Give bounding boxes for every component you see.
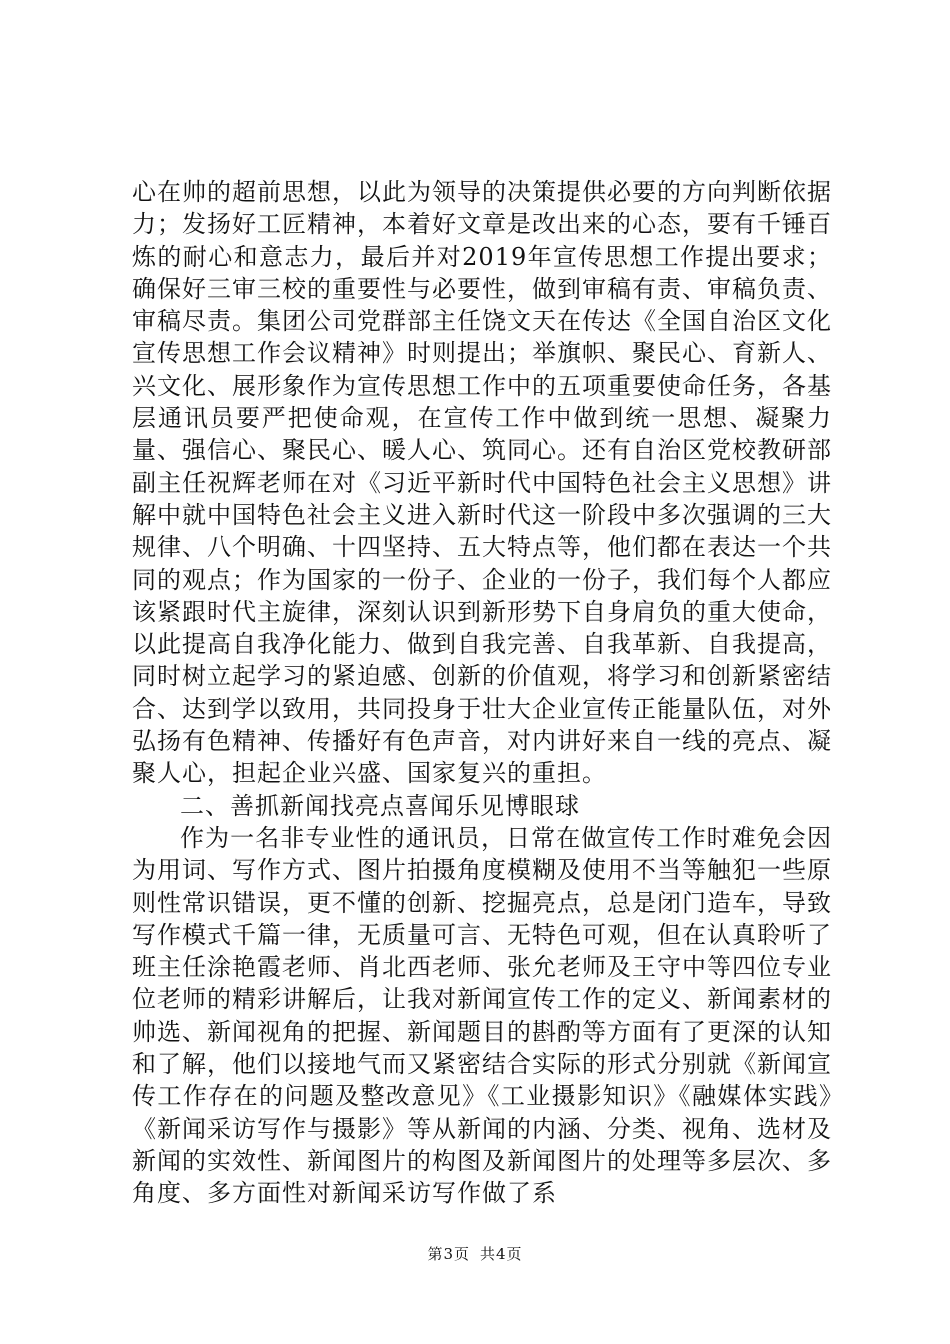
paragraph-continuation: 心在帅的超前思想，以此为领导的决策提供必要的方向判断依据力；发扬好工匠精神，本着好文章是改出来的心态，要有千锤百炼的耐心和意志力，最后并对2019年宣传思想工作提出要求；确保好三审三校的重要性与必要性，做到审稿有责、审稿负责、审稿尽责。集团公司党群部主任饶文天在传达《全国自治区文化宣传思想工作会议精神》时则提出；举旗帜、聚民心、育新人、兴文化、展形象作为宣传思想工作中的五项重要使命任务，各基层通讯员要严把使命观，在宣传工作中做到统一思想、凝聚力量、强信心、聚民心、暖人心、筑同心。还有自治区党校教研部副主任祝辉老师在对《习近平新时代中国特色社会主义思想》讲解中就中国特色社会主义进入新时代这一阶段中多次强调的三大规律、八个明确、十四坚持、五大特点等，他们都在表达一个共同的观点；作为国家的一份子、企业的一份子，我们每个人都应该紧跟时代主旋律，深刻认识到新形势下自身肩负的重大使命，以此提高自我净化能力、做到自我完善、自我革新、自我提高，同时树立起学习的紧迫感、创新的价值观，将学习和创新紧密结合、达到学以致用，共同投身于壮大企业宣传正能量队伍，对外弘扬有色精神、传播好有色声音，对内讲好来自一线的亮点、凝聚人心，担起企业兴盛、国家复兴的重担。: [132, 178, 832, 788]
section-heading: 二、善抓新闻找亮点喜闻乐见博眼球: [180, 791, 580, 820]
page-total: 共4页: [480, 1245, 523, 1263]
document-body: [132, 176, 832, 1210]
paragraph-section-two: 作为一名非专业性的通讯员，日常在做宣传工作时难免会因为用词、写作方式、图片拍摄角度模糊及使用不当等触犯一些原则性常识错误，更不懂的创新、挖掘亮点，总是闭门造车，导致写作模式千篇一律，无质量可言、无特色可观，但在认真聆听了班主任涂艳霞老师、肖北西老师、张允老师及王守中等四位专业位老师的精彩讲解后，让我对新闻宣传工作的定义、新闻素材的帅选、新闻视角的把握、新闻题目的斟酌等方面有了更深的认知和了解，他们以接地气而又紧密结合实际的形式分别就《新闻宣传工作存在的问题及整改意见》《工业摄影知识》《融媒体实践》《新闻采访写作与摄影》等从新闻的内涵、分类、视角、选材及新闻的实效性、新闻图片的构图及新闻图片的处理等多层次、多角度、多方面性对新闻采访写作做了系: [132, 823, 832, 1208]
page-footer: [0, 1244, 950, 1264]
page-number: 第3页: [427, 1245, 470, 1263]
